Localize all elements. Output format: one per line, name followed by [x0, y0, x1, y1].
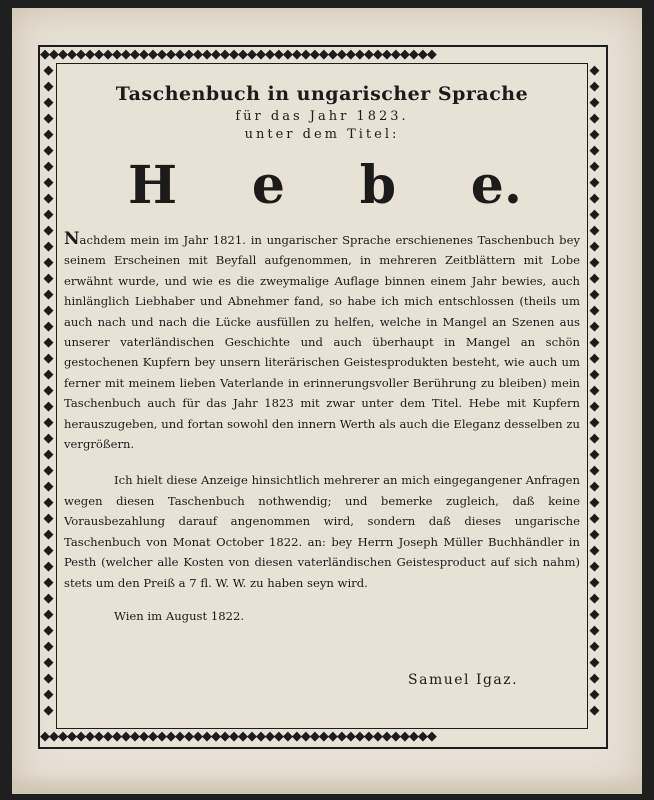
title-line-3: unter dem Titel:: [244, 127, 400, 142]
paragraph-announcement: [64, 230, 580, 454]
top-ornament-border: ◆◆◆◆◆◆◆◆◆◆◆◆◆◆◆◆◆◆◆◆◆◆◆◆◆◆◆◆◆◆◆◆◆◆◆◆◆◆◆◆◆◆◆◆: [40, 47, 436, 62]
title-line-2: für das Jahr 1823.: [235, 109, 409, 124]
paragraph-1-text: achdem mein im Jahr 1821. in ungarischer Sprache erschienenes Taschenbuch bey seinem Erscheinen mit Beyfall aufgenommen, in mehreren Zeitblättern mit Lobe erwähnt wurde, und wie es die zweymalige Auflage binnen einem Jahr bewies, auch hinlänglich Liebhaber und Abnehmer fand, so habe ich mich entschlossen (theils um auch nach und nach die Lücke ausfüllen zu helfen, welche in Mangel an Szenen aus unserer vaterländischen Geschichte und auch überhaupt in Mangel an schön gestochenen Kupfern bey unsern literärischen Geistesprodukten besteht, wie auch um ferner mit meinem lieben Vaterlande in erinnerungsvoller Berührung zu bleiben) mein Taschenbuch auch für das Jahr 1823 mit zwar unter dem Titel. Hebe mit Kupfern herauszugeben, und fortan sowohl den innern Werth als auch die Eleganz desselben zu vergrößern.: [64, 233, 580, 452]
hebe-heading: [128, 154, 522, 216]
bottom-ornament-border: ◆◆◆◆◆◆◆◆◆◆◆◆◆◆◆◆◆◆◆◆◆◆◆◆◆◆◆◆◆◆◆◆◆◆◆◆◆◆◆◆◆◆◆◆: [40, 729, 436, 744]
left-ornament-border: ◆ ◆ ◆ ◆ ◆ ◆ ◆ ◆ ◆ ◆ ◆ ◆ ◆ ◆ ◆ ◆ ◆ ◆ ◆ ◆ ◆ ◆ ◆ ◆ ◆ ◆ ◆ ◆ ◆ ◆ ◆ ◆ ◆ ◆ ◆ ◆ ◆ ◆ ◆ ◆ ◆: [43, 63, 53, 718]
signature: Samuel Igaz.: [408, 672, 519, 688]
date-line: Wien im August 1822.: [114, 608, 245, 623]
title-line-1: Taschenbuch in ungarischer Sprache: [115, 83, 529, 105]
paragraph-notice: Ich hielt diese Anzeige hinsichtlich mehrerer an mich eingegangener Anfragen wegen diesen Taschenbuch nothwendig; und bemerke zugleich, daß keine Vorausbezahlung darauf angenommen wird, sondern daß dieses ungarische Taschenbuch von Monat October 1822. an: bey Herrn Joseph Müller Buchhändler in Pesth (welcher alle Kosten von diesen vaterländischen Geistesproduct auf sich nahm) stets um den Preiß a 7 fl. W. W. zu haben seyn wird.: [64, 473, 580, 590]
document-content: [64, 82, 580, 623]
hebe-letter: H: [128, 154, 178, 216]
hebe-letter: e.: [470, 154, 522, 216]
hebe-letter: b: [359, 154, 397, 216]
hebe-letter: e: [251, 154, 285, 216]
drop-initial: N: [64, 229, 80, 249]
right-ornament-border: ◆ ◆ ◆ ◆ ◆ ◆ ◆ ◆ ◆ ◆ ◆ ◆ ◆ ◆ ◆ ◆ ◆ ◆ ◆ ◆ ◆ ◆ ◆ ◆ ◆ ◆ ◆ ◆ ◆ ◆ ◆ ◆ ◆ ◆ ◆ ◆ ◆ ◆ ◆ ◆ ◆: [589, 63, 599, 718]
